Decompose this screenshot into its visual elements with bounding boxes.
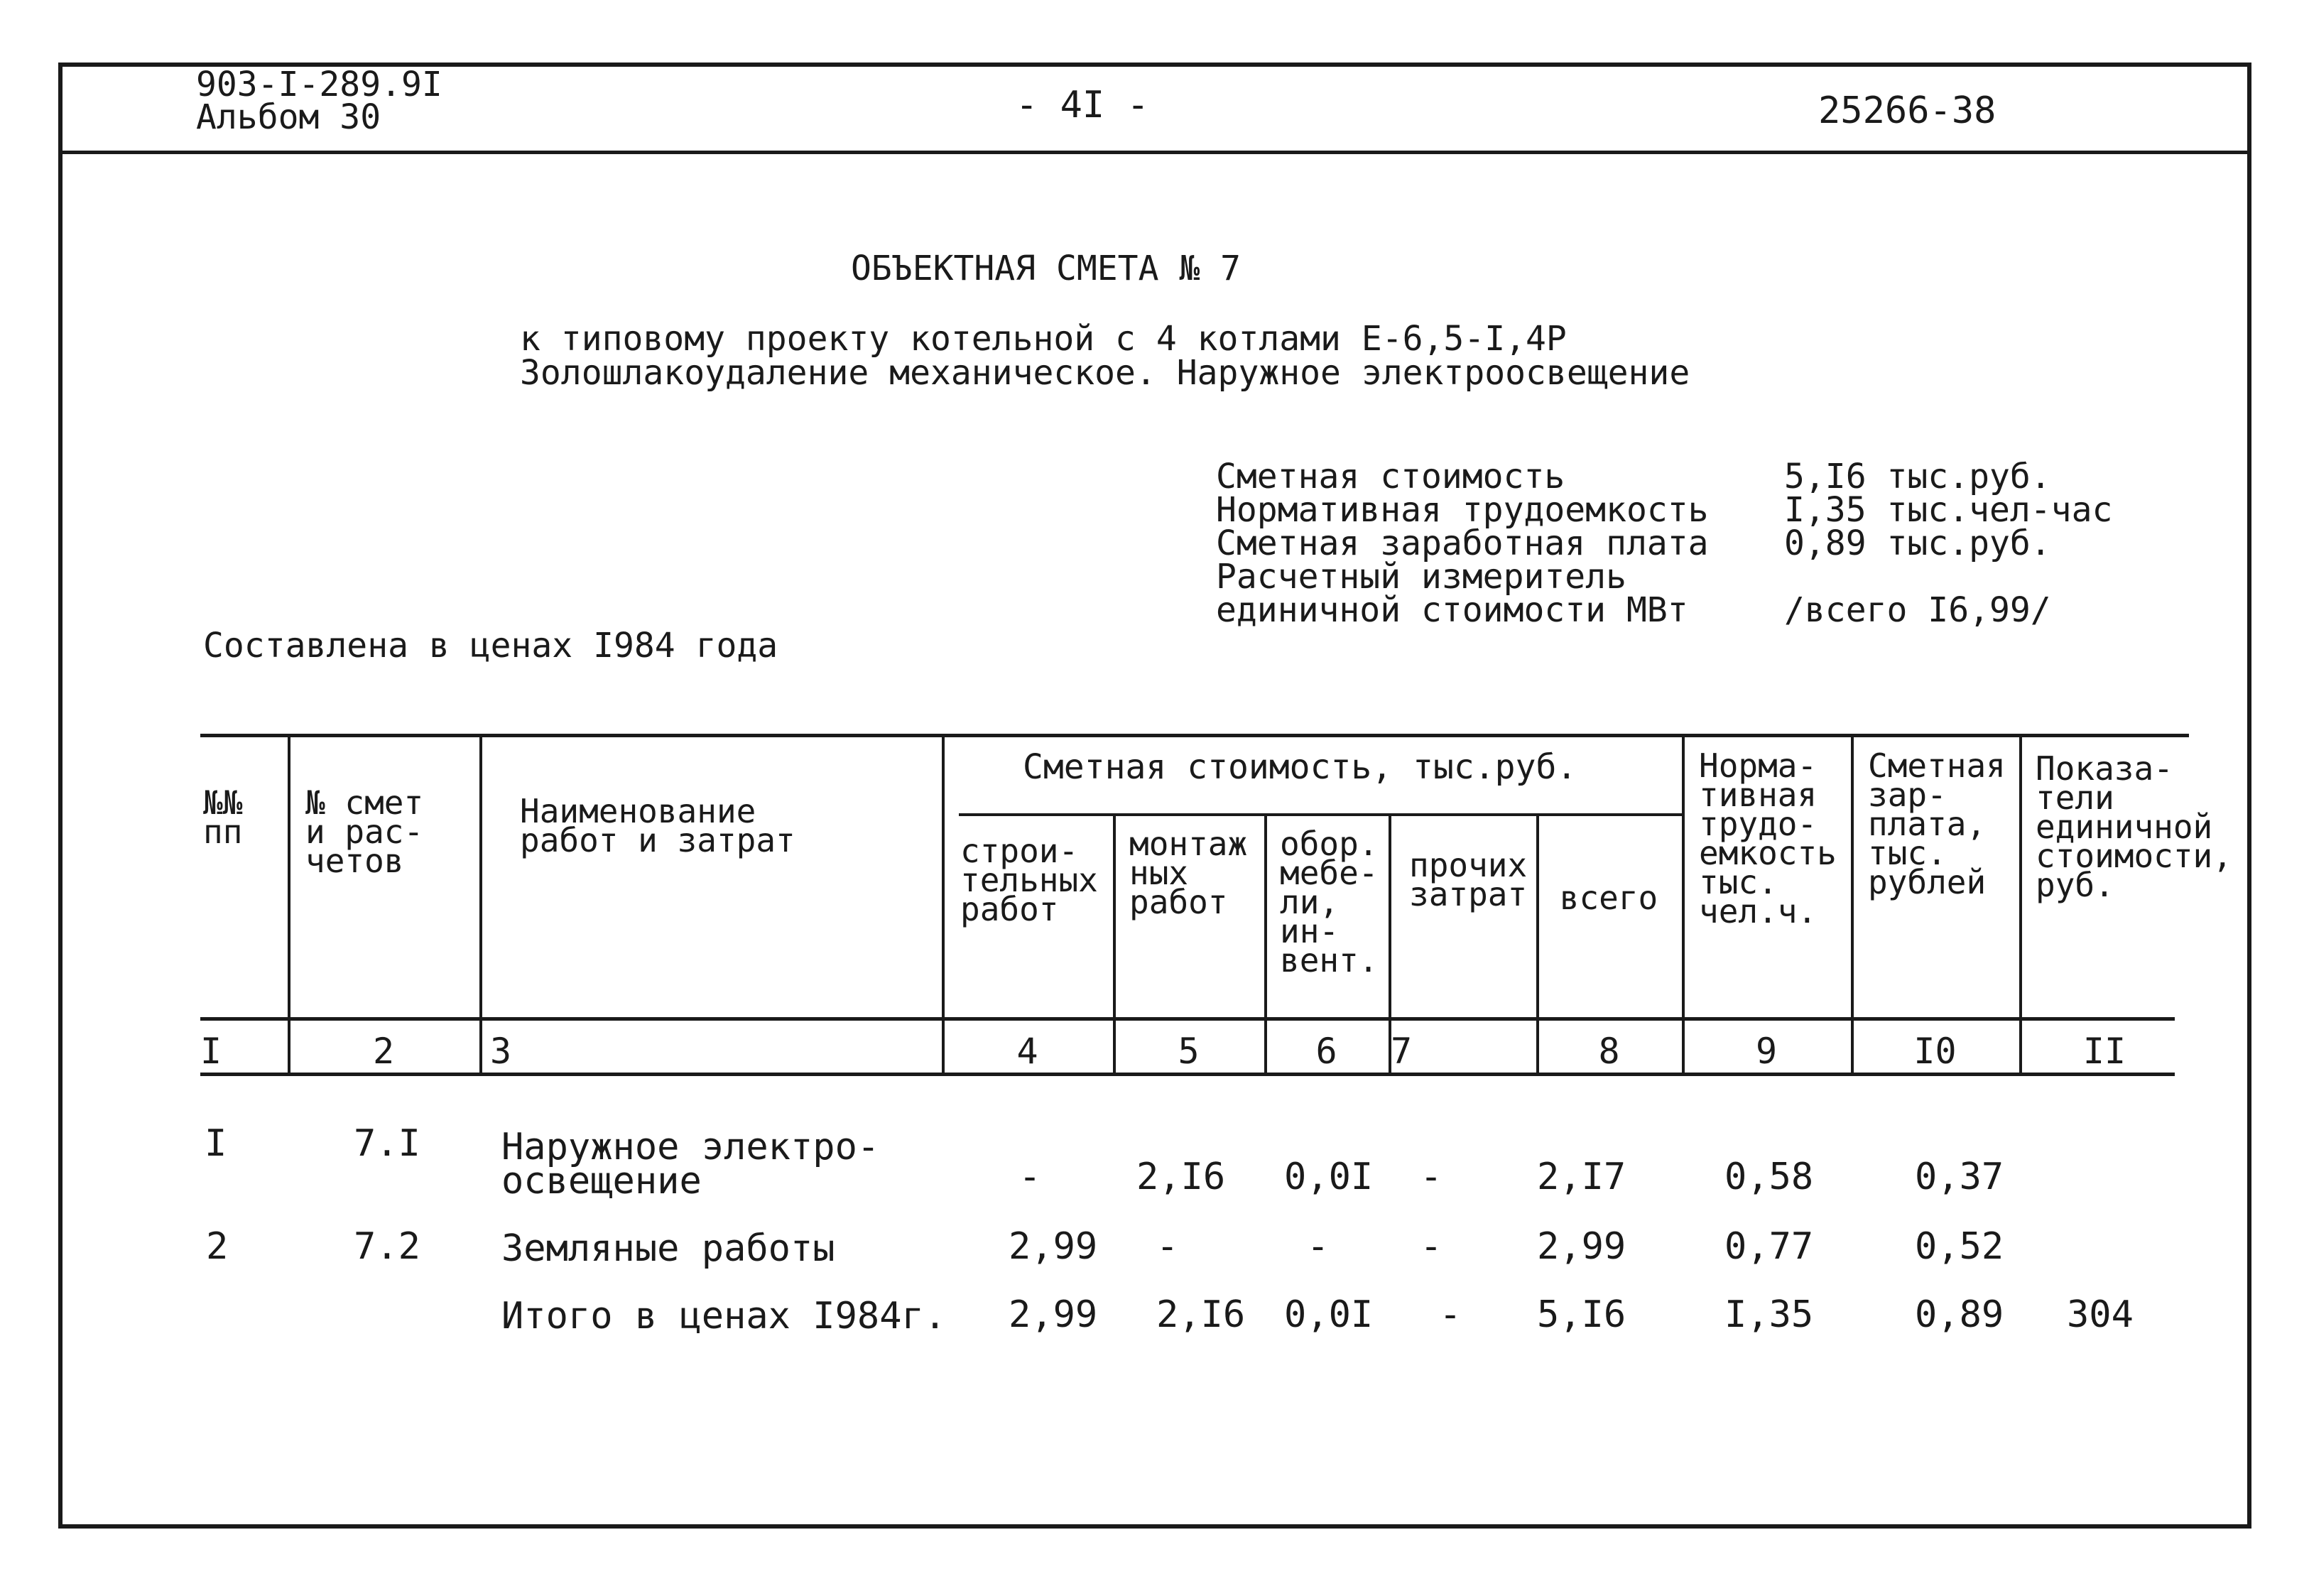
- prices-note: Составлена в ценах I984 года: [203, 626, 778, 666]
- column-number: 9: [1755, 1031, 1778, 1072]
- total-cost: 2,I7: [1537, 1156, 1626, 1198]
- total-cost: 2,99: [1537, 1225, 1626, 1268]
- header-code: 903-I-289.9I: [196, 65, 442, 104]
- construction-cost: 2,99: [1009, 1293, 1098, 1336]
- total-label: Итого в ценах I984г.: [501, 1295, 947, 1337]
- header-labor: Норма- тивная трудо- емкость тыс. чел.ч.: [1699, 747, 1837, 930]
- equipment-cost: 0,0I: [1284, 1293, 1374, 1336]
- equipment-cost: -: [1307, 1225, 1330, 1268]
- title-line-1: к типовому проекту котельной с 4 котлами Е-6,5-I,4Р: [520, 319, 1567, 359]
- labor-hours: I,35: [1724, 1293, 1814, 1336]
- header-wages: Сметная зар- плата, тыс. рублей: [1868, 747, 2006, 901]
- header-equipment: обор. мебе- ли, ин- вент.: [1280, 825, 1379, 979]
- column-number: I: [200, 1031, 222, 1072]
- wages: 0,37: [1915, 1156, 2004, 1198]
- header-album: Альбом 30: [196, 97, 381, 137]
- column-divider: [1682, 736, 1685, 1073]
- row-number: I: [205, 1122, 227, 1165]
- unit-cost: 304: [2067, 1293, 2134, 1336]
- document-number: 25266-38: [1818, 89, 1996, 132]
- other-costs: -: [1439, 1293, 1462, 1336]
- estimate-number: 7.2: [354, 1225, 420, 1268]
- column-number: 2: [372, 1031, 395, 1072]
- row-number: 2: [206, 1225, 229, 1268]
- column-divider: [1851, 736, 1854, 1073]
- equipment-cost: 0,0I: [1284, 1156, 1374, 1198]
- work-name-continued: освещение: [501, 1160, 702, 1203]
- estimate-number: 7.I: [354, 1122, 420, 1165]
- work-name: Земляные работы: [501, 1227, 835, 1270]
- summary-label: Расчетный измеритель: [1216, 557, 1626, 597]
- construction-cost: -: [1018, 1156, 1041, 1198]
- column-number: 7: [1391, 1031, 1413, 1072]
- wages: 0,52: [1915, 1225, 2004, 1268]
- header-construction: строи- тельных работ: [960, 832, 1098, 928]
- summary-label: Сметная заработная плата: [1216, 523, 1709, 563]
- header-unit-cost: Показа- тели единичной стоимости, руб.: [2036, 749, 2232, 904]
- construction-cost: 2,99: [1009, 1225, 1098, 1268]
- header-installation: монтаж ных работ: [1129, 825, 1248, 921]
- header-work-name: Наименование работ и затрат: [520, 792, 795, 859]
- header-other-costs: прочих затрат: [1409, 846, 1528, 913]
- column-divider: [2019, 736, 2022, 1073]
- header-total: всего: [1559, 879, 1658, 917]
- wages: 0,89: [1915, 1293, 2004, 1336]
- header-bottom-rule: [200, 1017, 2175, 1021]
- labor-hours: 0,77: [1724, 1225, 1814, 1268]
- summary-label: единичной стоимости МВт: [1216, 590, 1688, 630]
- group-rule: [959, 813, 1683, 816]
- header-cost-group: Сметная стоимость, тыс.руб.: [1023, 747, 1577, 787]
- page-number: - 4I -: [1016, 84, 1149, 126]
- installation-cost: -: [1156, 1225, 1179, 1268]
- title-line-2: Золошлакоудаление механическое. Наружное электроосвещение: [520, 353, 1690, 393]
- column-number: 4: [1016, 1031, 1038, 1072]
- summary-label: Нормативная трудоемкость: [1216, 490, 1709, 530]
- summary-value: /всего I6,99/: [1784, 590, 2051, 630]
- summary-value: I,35 тыс.чел-час: [1784, 490, 2113, 530]
- summary-label: Сметная стоимость: [1216, 457, 1565, 496]
- labor-hours: 0,58: [1724, 1156, 1814, 1198]
- other-costs: -: [1420, 1225, 1443, 1268]
- column-number: 5: [1178, 1031, 1200, 1072]
- work-name: Наружное электро-: [501, 1126, 880, 1168]
- column-number: II: [2082, 1031, 2126, 1072]
- column-number: 6: [1315, 1031, 1337, 1072]
- column-number: 3: [490, 1031, 512, 1072]
- column-number: I0: [1913, 1031, 1957, 1072]
- column-divider: [479, 736, 482, 1073]
- summary-value: 5,I6 тыс.руб.: [1784, 457, 2051, 496]
- total-cost: 5,I6: [1537, 1293, 1626, 1336]
- header-divider: [63, 151, 2247, 154]
- column-divider: [288, 736, 290, 1073]
- document-title: ОБЪЕКТНАЯ СМЕТА № 7: [851, 249, 1242, 288]
- table-top-rule: [200, 734, 2189, 737]
- summary-value: 0,89 тыс.руб.: [1784, 523, 2051, 563]
- column-numbers-rule: [200, 1073, 2175, 1076]
- header-row-number: №№ пп: [203, 783, 243, 851]
- column-number: 8: [1598, 1031, 1620, 1072]
- other-costs: -: [1420, 1156, 1443, 1198]
- installation-cost: 2,I6: [1136, 1156, 1226, 1198]
- header-estimate-number: № смет и рас- четов: [305, 783, 424, 880]
- installation-cost: 2,I6: [1156, 1293, 1246, 1336]
- column-divider: [942, 736, 945, 1073]
